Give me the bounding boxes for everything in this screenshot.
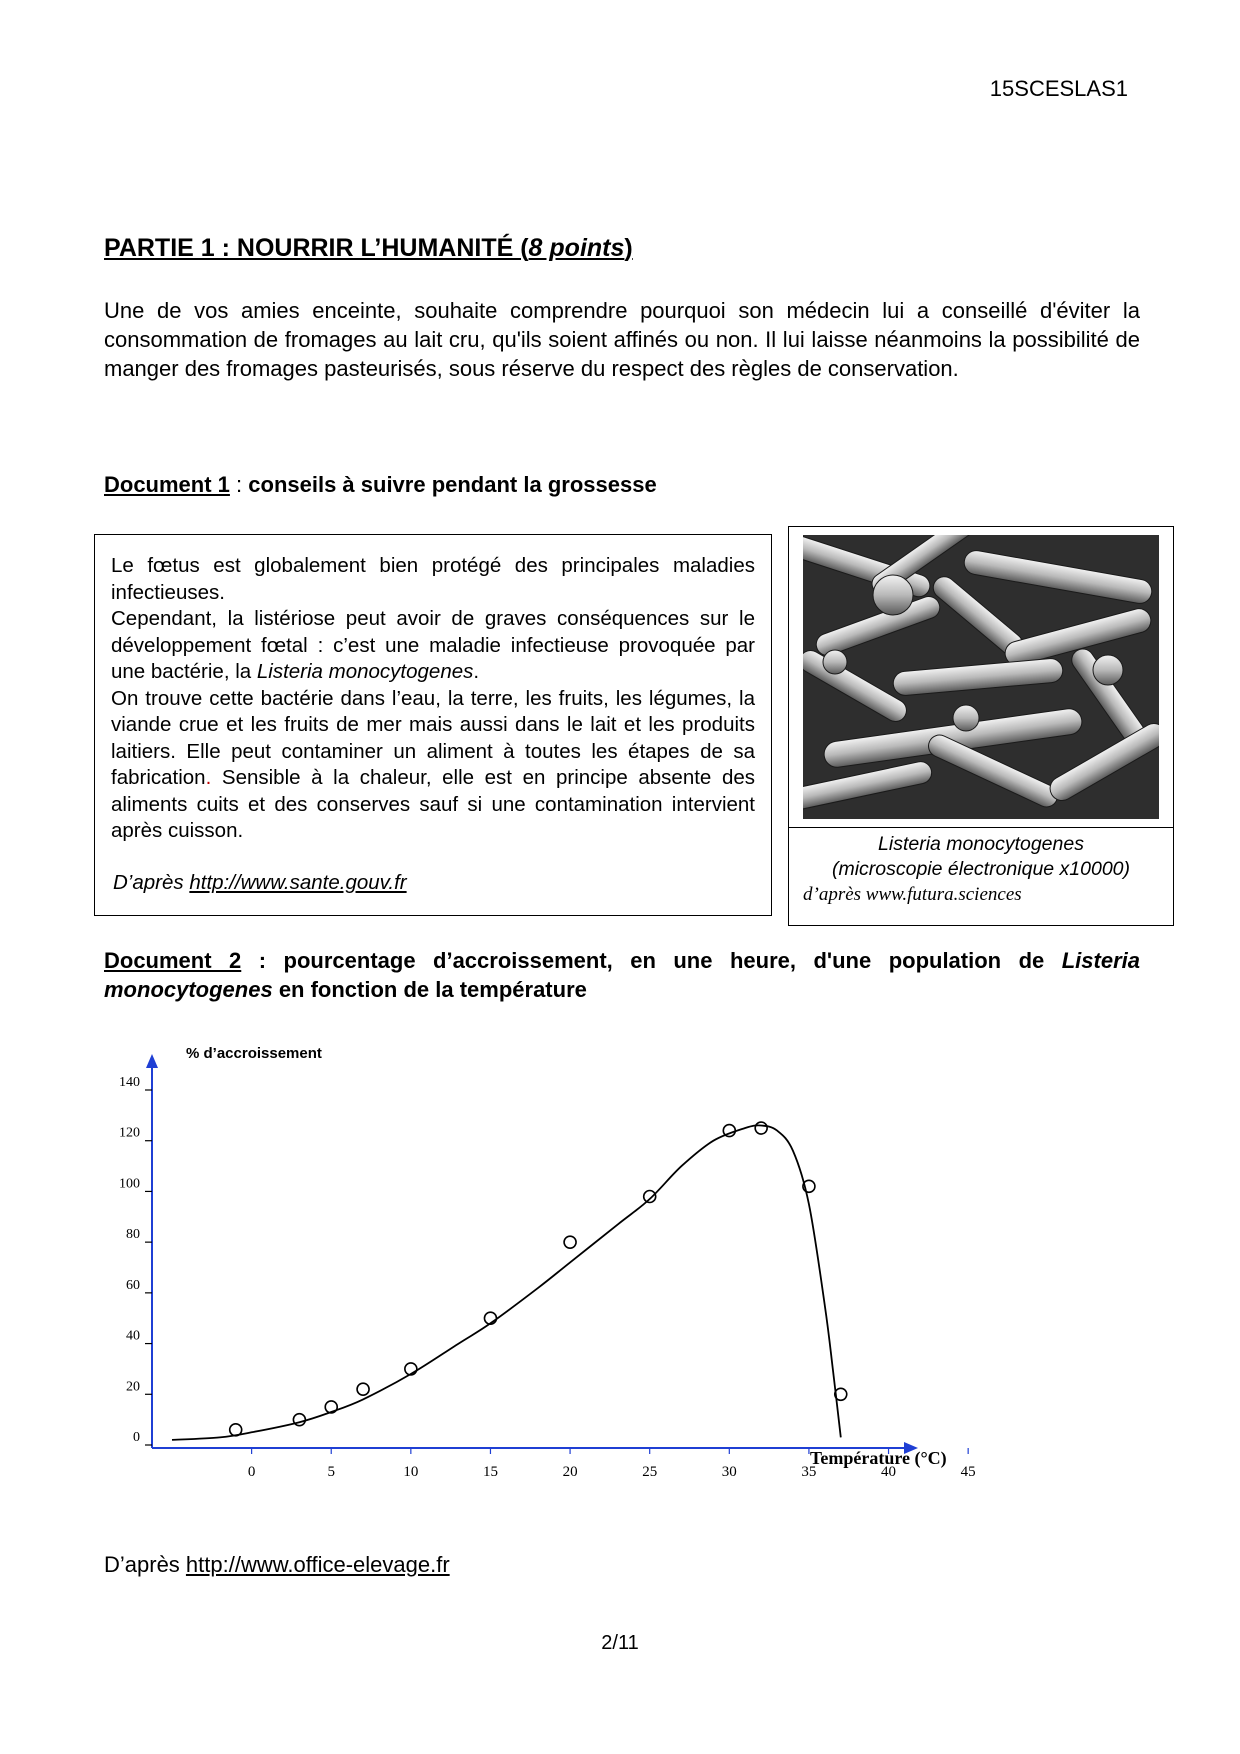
y-tick-label: 140 [119, 1075, 140, 1090]
source-prefix: D’après [113, 871, 190, 894]
document-2-label: Document 2 [104, 948, 242, 973]
y-tick-label: 40 [126, 1328, 140, 1344]
y-tick-label: 100 [119, 1176, 140, 1192]
document-1-separator: : [229, 472, 249, 497]
data-points [230, 1122, 847, 1436]
paragraph-3-text: On trouve cette bactérie dans l’eau, la terre, les fruits, les légumes, la viande crue et les fruits de mer mais aussi dans le lait et les produits laitiers. Elle peut contaminer un aliment à toutes les étapes de sa fabrication [111, 686, 755, 789]
paragraph-2-text: Cependant, la listériose peut avoir de graves conséquences sur le développement fœtal : c’est une maladie infectieuse provoquée par une bactérie, la [111, 607, 755, 683]
chart-axes [146, 1054, 918, 1454]
page-number: 2/11 [601, 1632, 639, 1654]
data-point [755, 1122, 767, 1134]
data-point [230, 1424, 242, 1436]
document-2-title-part-2: en fonction de la température [272, 977, 587, 1002]
growth-chart [100, 1030, 1000, 1520]
paragraph-3-end: Sensible à la chaleur, elle est en principe absente des aliments cuits et des conserves sauf si une contamination intervient après cuisson. [111, 766, 755, 842]
caption-divider [789, 827, 1173, 828]
data-point [293, 1414, 305, 1426]
y-tick-label: 20 [126, 1379, 140, 1395]
part-title [104, 234, 633, 263]
data-point [723, 1125, 735, 1137]
source-link[interactable]: http://www.office-elevage.fr [185, 1552, 450, 1577]
listeria-micrograph [803, 535, 1159, 819]
paragraph-2-end: . [473, 660, 480, 683]
x-tick-label: 30 [721, 1464, 737, 1480]
document-1-label: Document 1 [104, 472, 230, 497]
y-tick-label: 0 [133, 1430, 140, 1445]
y-tick-label: 120 [119, 1125, 140, 1141]
part-title-prefix: PARTIE 1 : NOURRIR L’HUMANITÉ ( [104, 234, 529, 262]
document-2-heading [104, 946, 1140, 1004]
document-code: 15SCESLAS1 [989, 76, 1128, 101]
y-tick-label: 80 [126, 1227, 140, 1243]
part-title-suffix: ) [624, 234, 633, 262]
y-axis-arrow [146, 1054, 158, 1068]
y-axis-label: % d’accroissement [186, 1045, 322, 1062]
document-1-text-box [94, 534, 772, 916]
red-period: . [205, 766, 212, 789]
source-prefix: D’après [104, 1552, 186, 1577]
y-tick-label: 60 [126, 1277, 140, 1293]
x-tick-label: 25 [642, 1464, 658, 1480]
document-1-paragraph-1: Le fœtus est globalement bien protégé des principales maladies infectieuses. [111, 554, 755, 604]
document-1-body [111, 553, 755, 845]
data-point [644, 1191, 656, 1203]
x-tick-label: 40 [881, 1464, 897, 1480]
x-tick-label: 20 [562, 1464, 578, 1480]
source-link[interactable]: http://www.sante.gouv.fr [189, 871, 407, 894]
x-axis-label: Température (°C) [810, 1448, 947, 1468]
x-tick-label: 15 [482, 1464, 498, 1480]
photo-caption-species: Listeria monocytogenes [878, 833, 1084, 855]
document-1-paragraph-3 [111, 686, 755, 845]
data-point [357, 1383, 369, 1395]
x-tick-label: 5 [327, 1464, 335, 1480]
document-1-paragraph-2 [111, 606, 755, 686]
document-1-heading [104, 472, 657, 498]
data-point [564, 1236, 576, 1248]
photo-caption-source: d’après www.futura.sciences [803, 884, 1022, 905]
x-tick-label: 0 [247, 1464, 256, 1480]
species-name: Listeria monocytogenes [256, 660, 474, 683]
x-tick-label: 45 [960, 1464, 976, 1480]
part-points: 8 points [528, 234, 625, 262]
y-ticks [119, 1075, 152, 1445]
x-tick-label: 35 [801, 1464, 817, 1480]
photo-caption-magnification: (microscopie électronique x10000) [831, 858, 1131, 880]
document-1-photo-box [788, 526, 1174, 926]
fitted-curve [172, 1125, 841, 1440]
document-2-source [104, 1552, 450, 1578]
document-2-title-part-1: : pourcentage d’accroissement, en une heure, d'une population de [241, 948, 1062, 973]
micrograph-image [803, 535, 1159, 819]
document-2-species: Listeria monocytogenes [104, 948, 1140, 1002]
x-tick-label: 10 [403, 1464, 419, 1480]
intro-paragraph: Une de vos amies enceinte, souhaite comprendre pourquoi son médecin lui a conseillé d'éviter la consommation de fromages au lait cru, qu'ils soient affinés ou non. Il lui laisse néanmoins la possibilité de manger des fromages pasteurisés, sous réserve du respect des règles de conservation. [104, 298, 1140, 381]
document-1-title: conseils à suivre pendant la grossesse [248, 472, 657, 497]
document-1-source [113, 871, 407, 895]
